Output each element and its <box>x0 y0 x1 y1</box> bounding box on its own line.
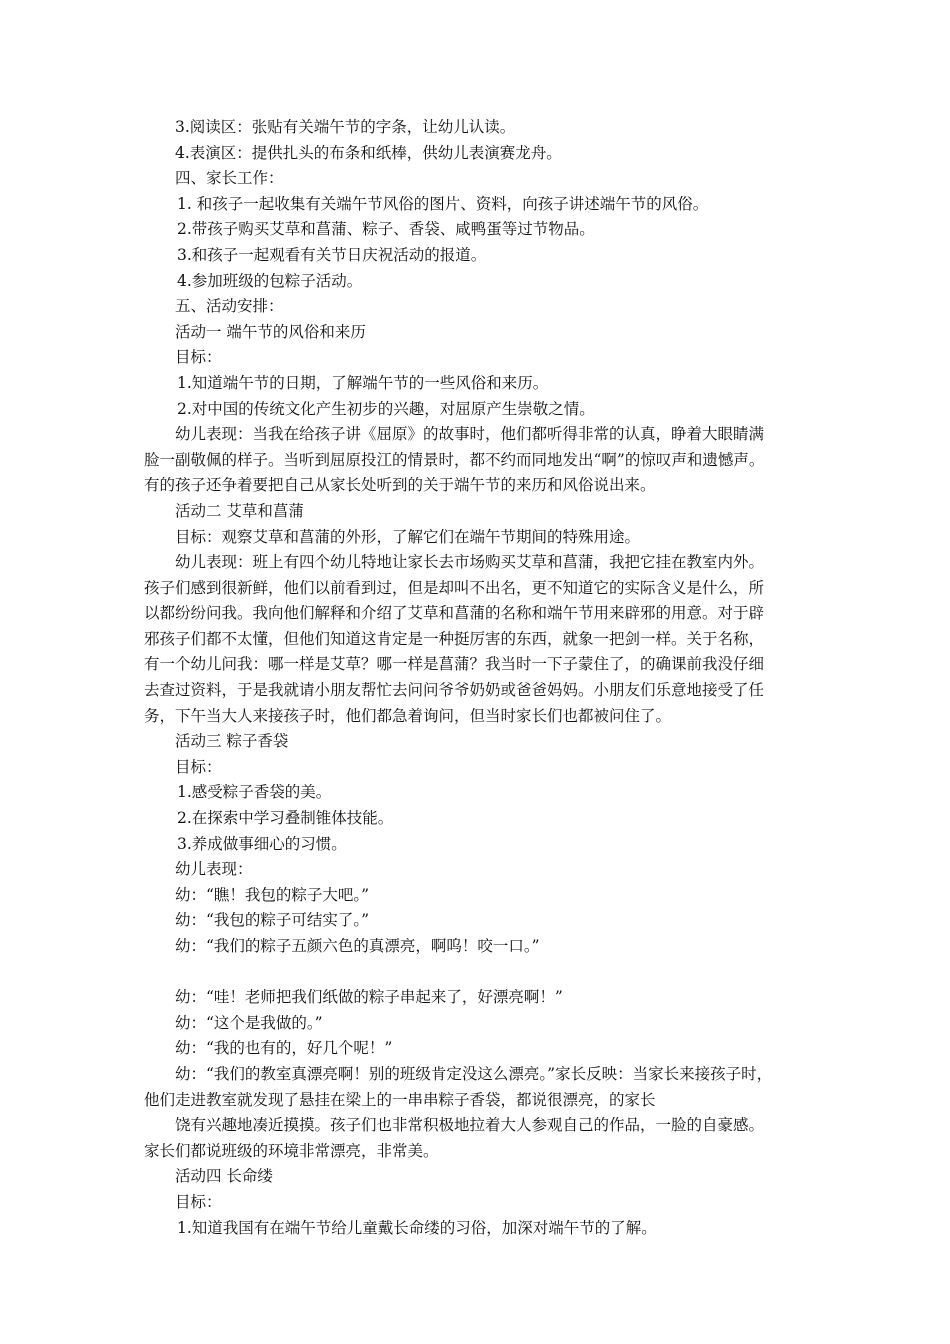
dialogue-line: 幼：“我们的教室真漂亮啊！别的班级肯定没这么漂亮。”家长反映：当家长来接孩子时， <box>175 1064 773 1083</box>
paragraph-line: 幼儿表现：当我在给孩子讲《屈原》的故事时，他们都听得非常的认真，睁着大眼睛满 <box>175 425 765 444</box>
paragraph-line: 1. 和孩子一起收集有关端午节风俗的图片、资料，向孩子讲述端午节的风俗。 <box>177 194 709 213</box>
dialogue-line: 幼：“哇！老师把我们纸做的粽子串起来了，好漂亮啊！” <box>175 988 563 1007</box>
paragraph-line: 3.养成做事细心的习惯。 <box>177 834 347 853</box>
activity-heading: 活动二 艾草和菖蒲 <box>175 501 304 520</box>
section-heading: 五、活动安排： <box>175 297 284 316</box>
paragraph-line: 孩子们感到很新鲜，他们以前看到过，但是却叫不出名，更不知道它的实际含义是什么，所 <box>144 578 765 597</box>
dialogue-line: 幼：“我包的粽子可结实了。” <box>175 911 370 930</box>
paragraph-line: 3.阅读区：张贴有关端午节的字条，让幼儿认读。 <box>175 118 516 136</box>
paragraph-line: 幼儿表现：班上有四个幼儿特地让家长去市场购买艾草和菖蒲，我把它挂在教室内外。 <box>175 553 765 572</box>
paragraph-line: 家长们都说班级的环境非常漂亮，非常美。 <box>144 1141 439 1160</box>
paragraph-line: 1.知道端午节的日期，了解端午节的一些风俗和来历。 <box>177 373 549 392</box>
activity-heading: 活动一 端午节的风俗和来历 <box>175 322 366 341</box>
goal-label: 目标： <box>175 348 222 367</box>
activity-heading: 活动四 长命缕 <box>175 1167 273 1186</box>
paragraph-line: 2.对中国的传统文化产生初步的兴趣，对屈原产生崇敬之情。 <box>177 399 595 418</box>
paragraph-line: 有的孩子还争着要把自己从家长处听到的关于端午节的来历和风俗说出来。 <box>144 476 656 495</box>
dialogue-line: 幼：“我的也有的，好几个呢！” <box>175 1039 393 1058</box>
paragraph-line: 目标：观察艾草和菖蒲的外形，了解它们在端午节期间的特殊用途。 <box>175 527 641 546</box>
paragraph-line: 幼儿表现： <box>175 860 253 879</box>
goal-label: 目标： <box>175 1192 222 1211</box>
paragraph-line: 2.在探索中学习叠制锥体技能。 <box>177 809 394 828</box>
dialogue-line: 幼：“这个是我做的。” <box>175 1013 323 1032</box>
dialogue-line: 幼：“瞧！我包的粽子大吧。” <box>175 885 370 904</box>
blank-line <box>144 960 808 986</box>
paragraph-line: 4.参加班级的包粽子活动。 <box>177 271 363 290</box>
paragraph-line: 饶有兴趣地凑近摸摸。孩子们也非常积极地拉着大人参观自己的作品，一脸的自豪感。 <box>175 1116 765 1135</box>
section-heading: 四、家长工作： <box>175 169 284 188</box>
paragraph-line: 脸一副敬佩的样子。当听到屈原投江的情景时，都不约而同地发出“啊”的惊叹声和遗憾声。 <box>144 450 765 469</box>
paragraph-line: 以都纷纷问我。我向他们解释和介绍了艾草和菖蒲的名称和端午节用来辟邪的用意。对于辟 <box>144 604 765 623</box>
dialogue-line: 幼：“我们的粽子五颜六色的真漂亮，啊呜！咬一口。” <box>175 937 540 955</box>
paragraph-line: 3.和孩子一起观看有关节日庆祝活动的报道。 <box>177 245 487 264</box>
goal-label: 目标： <box>175 757 222 776</box>
paragraph-line: 有一个幼儿问我：哪一样是艾草？哪一样是菖蒲？我当时一下子蒙住了，的确课前我没仔细 <box>144 655 765 674</box>
paragraph-line: 1.知道我国有在端午节给儿童戴长命缕的习俗，加深对端午节的了解。 <box>177 1218 657 1237</box>
paragraph-line: 1.感受粽子香袋的美。 <box>177 783 332 802</box>
paragraph-line: 务，下午当大人来接孩子时，他们都急着询问，但当时家长们也都被问住了。 <box>144 706 672 725</box>
paragraph-line: 他们走进教室就发现了悬挂在梁上的一串串粽子香袋，都说很漂亮，的家长 <box>144 1090 656 1109</box>
document-body <box>144 115 808 1241</box>
paragraph-line: 4.表演区：提供扎头的布条和纸棒，供幼儿表演赛龙舟。 <box>175 143 562 162</box>
paragraph-line: 邪孩子们都不太懂，但他们知道这肯定是一种挺厉害的东西，就象一把剑一样。关于名称， <box>144 629 765 648</box>
paragraph-line: 2.带孩子购买艾草和菖蒲、粽子、香袋、咸鸭蛋等过节物品。 <box>177 220 595 239</box>
paragraph-line: 去查过资料，于是我就请小朋友帮忙去问问爷爷奶奶或爸爸妈妈。小朋友们乐意地接受了任 <box>144 681 765 700</box>
activity-heading: 活动三 粽子香袋 <box>175 732 289 751</box>
